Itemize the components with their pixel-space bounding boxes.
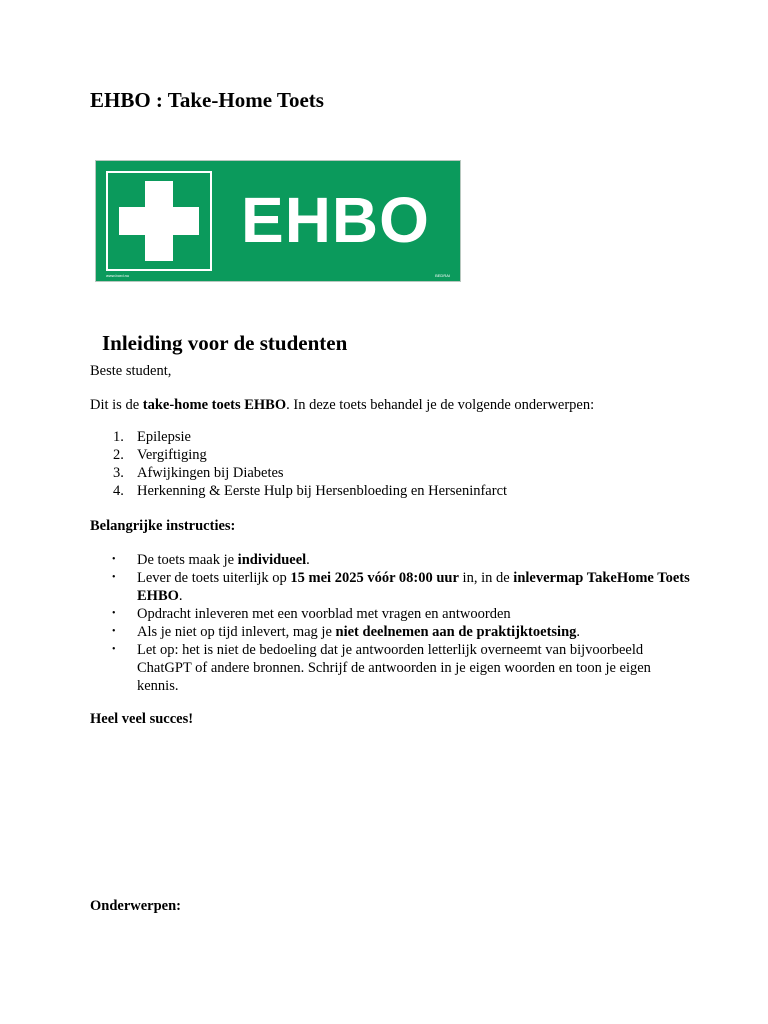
greeting: Beste student, (90, 363, 172, 379)
list-item: 1. Epilepsie (113, 429, 191, 445)
list-item: 2. Vergiftiging (113, 447, 207, 463)
list-item: • Als je niet op tijd inlevert, mag je niet deelnemen aan de praktijktoetsing. (112, 624, 581, 640)
list-item: 4. Herkenning & Eerste Hulp bij Hersenbloeding en Herseninfarct (113, 483, 508, 499)
document-title: EHBO : Take-Home Toets (90, 88, 324, 112)
topics-list (90, 428, 507, 500)
list-item: • Opdracht inleveren met een voorblad met vragen en antwoorden (112, 606, 511, 622)
ehbo-sign-image (95, 160, 461, 282)
list-item: • De toets maak je individueel. (112, 552, 310, 568)
topics-heading: Onderwerpen: (90, 898, 182, 914)
closing-line: Heel veel succes! (90, 711, 194, 727)
list-item: • Let op: het is niet de bedoeling dat je antwoorden letterlijk overneemt van bijvoorbeeld ChatGPT of andere bronnen. Schrijf de antwoorden in je eigen woorden en toon je eigen kennis. (112, 642, 651, 694)
list-item: 3. Afwijkingen bij Diabetes (113, 465, 284, 481)
sign-small-right: BEDRAI (435, 273, 450, 278)
instructions-list (90, 551, 690, 695)
intro-heading: Inleiding voor de studenten (102, 331, 348, 355)
instructions-heading: Belangrijke instructies: (90, 518, 236, 534)
first-aid-cross-icon (106, 171, 212, 271)
sign-small-left: www.bord.nu (106, 273, 130, 278)
list-item: • Lever de toets uiterlijk op 15 mei 2025 vóór 08:00 uur in, in de inlevermap TakeHome Toets EHBO. (112, 570, 690, 604)
intro-paragraph: Dit is de take-home toets EHBO. In deze toets behandel je de volgende onderwerpen: (90, 397, 595, 413)
sign-text: EHBO (241, 184, 430, 256)
